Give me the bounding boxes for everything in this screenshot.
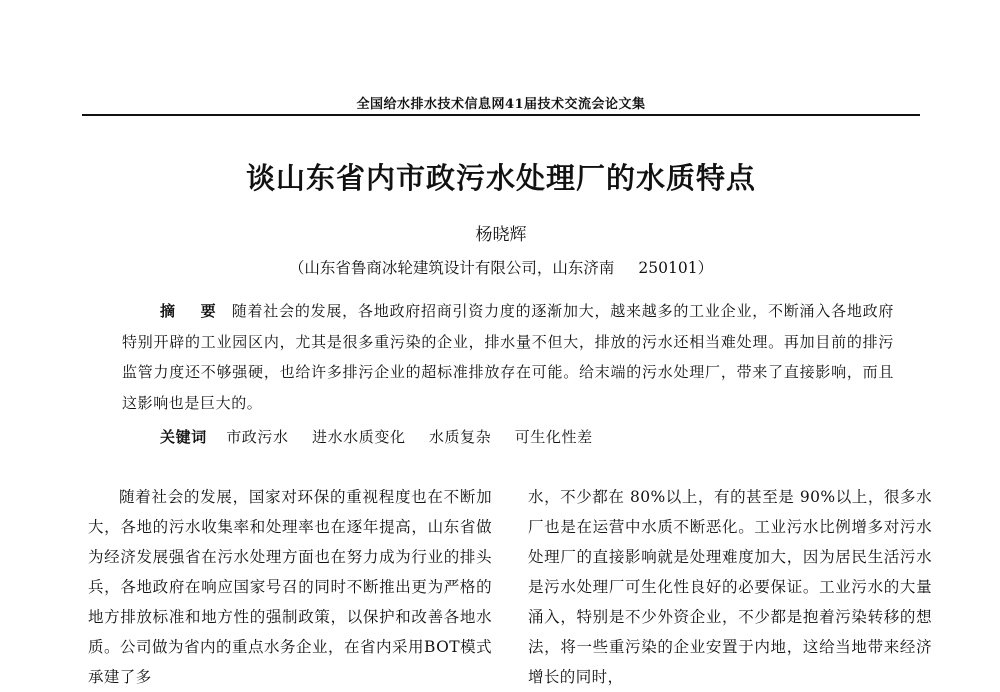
keyword: 市政污水 [226,428,289,446]
body-right-column: 水，不少都在 80%以上，有的甚至是 90%以上，很多水厂也是在运营中水质不断恶化。工业污水比例增多对污水处理厂的直接影响就是处理难度加大，因为居民生活污水是污水处理厂可生化性良好的必要保证。工业污水的大量涌入，特别是不少外资企业，不少都是抱着污染转移的想法，将一些重污染的企业安置于内地，这给当地带来经济增长的同时， [528,488,932,686]
header-rule [82,114,920,116]
affiliation-org: （山东省鲁商冰轮建筑设计有限公司，山东济南 [288,259,615,277]
keyword: 进水水质变化 [311,428,406,446]
keywords [160,422,894,452]
keyword: 可生化性差 [514,428,593,446]
affiliation [82,256,920,278]
affiliation-zip: 250101） [638,259,714,277]
abstract-text: 随着社会的发展，各地政府招商引资力度的逐渐加大，越来越多的工业企业，不断涌入各地政府特别开辟的工业园区内，尤其是很多重污染的企业，排水量不但大，排放的污水还相当难处理。再加目前的排污监管力度还不够强硬，也给许多排污企业的超标准排放存在可能。给末端的污水处理厂，带来了直接影响，而且这影响也是巨大的。 [122,302,894,412]
keyword: 水质复杂 [428,428,492,446]
journal-header: 全国给水排水技术信息网41届技术交流会论文集 [356,97,646,112]
abstract-label: 摘 要 [160,302,226,320]
body-left-column: 随着社会的发展，国家对环保的重视程度也在不断加大，各地的污水收集率和处理率也在逐年提高，山东省做为经济发展强省在污水处理方面也在努力成为行业的排头兵，各地政府在响应国家号召的同时不断推出更为严格的地方排放标准和地方性的强制政策，以保护和改善各地水质。公司做为省内的重点水务企业，在省内采用BOT模式承建了多 [88,488,492,686]
author: 杨晓辉 [475,225,527,245]
paper-title: 谈山东省内市政污水处理厂的水质特点 [245,161,756,195]
abstract [122,296,894,418]
keywords-label: 关键词 [160,428,207,446]
